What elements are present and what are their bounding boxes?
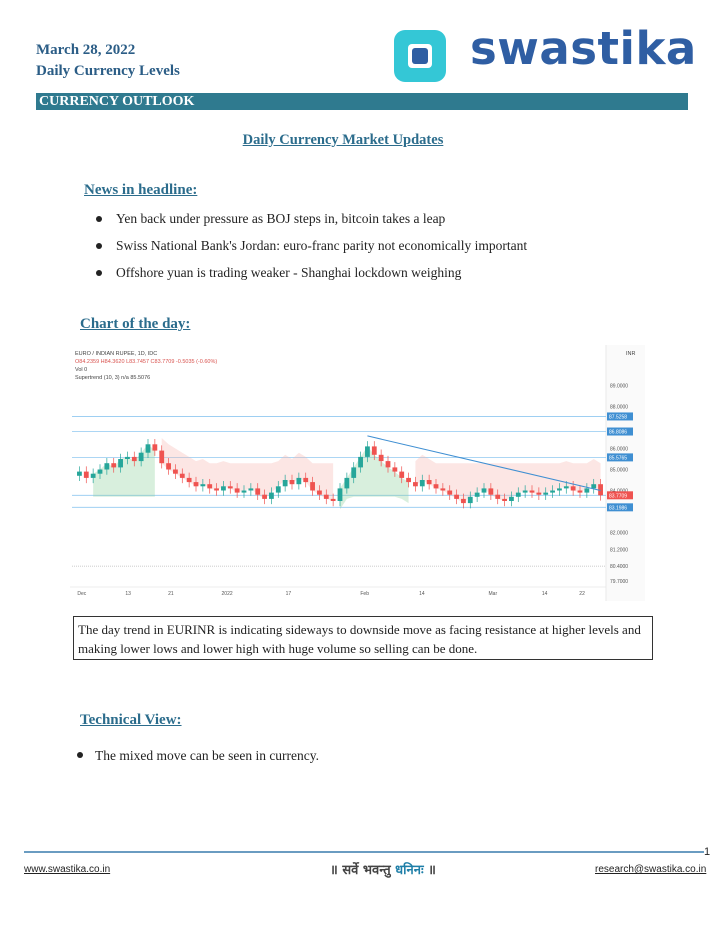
- footer-motto: [330, 860, 436, 878]
- candle-body: [427, 480, 432, 484]
- candle-body: [104, 463, 109, 469]
- candle-body: [365, 446, 370, 457]
- candle-body: [194, 482, 199, 486]
- news-heading: News in headline:: [84, 182, 198, 198]
- motto-part: ॥: [423, 863, 436, 878]
- candle-body: [139, 453, 144, 461]
- candle-body: [187, 478, 192, 482]
- x-tick-label: Mar: [488, 591, 498, 597]
- chart-currency: INR: [626, 351, 636, 357]
- candle-body: [84, 472, 89, 478]
- candle-body: [406, 478, 411, 482]
- y-tick-label: 79.7000: [610, 578, 629, 585]
- website-link[interactable]: www.swastika.co.in: [24, 864, 111, 875]
- candle-body: [132, 457, 137, 461]
- candle-body: [344, 478, 349, 489]
- candle-body: [118, 459, 123, 467]
- email-link[interactable]: research@swastika.co.in: [595, 864, 707, 875]
- candle-body: [77, 472, 82, 476]
- page-number: 1: [704, 846, 711, 858]
- candle-body: [125, 457, 130, 459]
- footer-divider: [24, 851, 704, 853]
- candle-body: [221, 486, 226, 490]
- section-bar: [36, 93, 688, 110]
- candle-body: [488, 488, 493, 494]
- x-tick-label: 13: [125, 591, 131, 597]
- price-chart: [70, 345, 645, 601]
- y-tick-label: 81.2000: [610, 547, 629, 554]
- candle-body: [338, 488, 343, 501]
- candle-body: [584, 488, 589, 492]
- candle-body: [543, 493, 548, 495]
- candle-body: [111, 463, 116, 467]
- candle-body: [331, 499, 336, 501]
- y-tick-label: 88.0000: [610, 404, 629, 411]
- candle-body: [290, 480, 295, 484]
- x-tick-label: 22: [579, 591, 585, 597]
- bullet-icon: [77, 752, 83, 758]
- candle-body: [420, 480, 425, 486]
- candle-body: [214, 488, 219, 490]
- y-tick-label: 82.0000: [610, 530, 629, 537]
- candle-body: [310, 482, 315, 490]
- candle-body: [159, 451, 164, 464]
- candle-body: [434, 484, 439, 488]
- candle-body: [502, 499, 507, 501]
- candle-body: [440, 488, 445, 490]
- candle-body: [399, 472, 404, 478]
- candle-body: [235, 488, 240, 492]
- candle-body: [461, 499, 466, 503]
- candle-body: [379, 455, 384, 461]
- candle-body: [200, 484, 205, 486]
- candle-body: [550, 491, 555, 493]
- candle-body: [482, 488, 487, 492]
- candle-body: [207, 484, 212, 488]
- list-item: [77, 748, 319, 764]
- candle-body: [351, 467, 356, 478]
- candle-body: [536, 493, 541, 495]
- price-tag-label: 85.5765: [609, 455, 628, 462]
- candle-body: [283, 480, 288, 486]
- candle-body: [262, 495, 267, 499]
- list-item: Offshore yuan is trading weaker - Shanghai lockdown weighing: [96, 259, 527, 286]
- candle-body: [276, 486, 281, 492]
- price-tag-label: 86.8086: [609, 429, 628, 436]
- supertrend-resistance-band: [162, 438, 333, 501]
- chart-commentary: The day trend in EURINR is indicating sideways to downside move as facing resistance at higher levels and making lower lows and lower high with huge volume so selling can be done.: [73, 616, 653, 660]
- candle-body: [372, 446, 377, 454]
- candle-body: [228, 486, 233, 488]
- chart-indicator: Supertrend (10, 3) n/a 85.5076: [75, 375, 151, 381]
- candle-body: [475, 493, 480, 497]
- chart-title: EURO / INDIAN RUPEE, 1D, IDC: [75, 351, 158, 357]
- candle-body: [530, 491, 535, 493]
- candle-body: [454, 495, 459, 499]
- candle-body: [269, 493, 274, 499]
- motto-part: ॥ सर्वे भवन्तु: [330, 863, 396, 878]
- candle-body: [516, 493, 521, 497]
- y-tick-label: 86.0000: [610, 446, 629, 453]
- candle-body: [413, 482, 418, 486]
- x-tick-label: 21: [168, 591, 174, 597]
- technical-item-text: The mixed move can be seen in currency.: [95, 748, 320, 763]
- candle-body: [146, 444, 151, 452]
- candle-body: [495, 495, 500, 499]
- candle-body: [317, 491, 322, 495]
- motto-accent: धनिनः: [395, 863, 424, 878]
- candle-body: [523, 491, 528, 493]
- candle-body: [509, 497, 514, 501]
- x-tick-label: Dec: [77, 591, 87, 597]
- supertrend-resistance-band: [415, 455, 600, 503]
- candle-body: [303, 478, 308, 482]
- report-subtitle: Daily Currency Levels: [36, 63, 180, 79]
- list-item: Yen back under pressure as BOJ steps in, bitcoin takes a leap: [96, 205, 527, 232]
- candle-body: [564, 486, 569, 488]
- candle-body: [571, 486, 576, 490]
- candle-body: [358, 457, 363, 468]
- candle-body: [98, 470, 103, 474]
- candle-body: [557, 488, 562, 490]
- candle-body: [166, 463, 171, 469]
- y-tick-label: 85.0000: [610, 467, 629, 474]
- x-tick-label: Feb: [360, 591, 369, 597]
- section-bar-label: CURRENCY OUTLOOK: [39, 94, 195, 109]
- price-tag-label: 83.1986: [609, 505, 628, 512]
- chart-heading: Chart of the day:: [80, 316, 191, 332]
- price-tag-label: 83.7709: [609, 493, 628, 500]
- page-title: Daily Currency Market Updates: [242, 132, 444, 148]
- candle-body: [591, 484, 596, 488]
- price-tag-label: 87.5258: [609, 414, 628, 421]
- candle-body: [447, 491, 452, 495]
- candle-body: [242, 491, 247, 493]
- candle-body: [255, 488, 260, 494]
- swastika-logo-icon: [394, 30, 446, 82]
- x-tick-label: 14: [419, 591, 425, 597]
- candle-body: [152, 444, 157, 450]
- candle-body: [386, 461, 391, 467]
- x-tick-label: 2022: [221, 591, 233, 597]
- chart-volume: Vol 0: [75, 367, 88, 373]
- candle-body: [180, 474, 185, 478]
- candle-body: [392, 467, 397, 471]
- candle-body: [173, 470, 178, 474]
- y-tick-label: 80.4000: [610, 564, 629, 571]
- candle-body: [296, 478, 301, 484]
- brand-name: swastika: [470, 22, 697, 75]
- report-date: March 28, 2022: [36, 42, 136, 58]
- technical-heading: Technical View:: [80, 712, 182, 728]
- candle-body: [468, 497, 473, 503]
- candle-body: [324, 495, 329, 499]
- chart-ohlc: O84.2359 H84.3620 L83.7457 C83.7709 -0.5035 (-0.60%): [75, 359, 218, 365]
- x-tick-label: 14: [541, 591, 548, 597]
- news-list: [96, 205, 527, 286]
- candle-body: [248, 488, 253, 490]
- chart-container: [70, 345, 645, 601]
- candle-body: [91, 474, 96, 478]
- y-tick-label: 89.0000: [610, 383, 629, 390]
- list-item: Swiss National Bank's Jordan: euro-franc parity not economically important: [96, 232, 527, 259]
- candle-body: [578, 491, 583, 493]
- x-tick-label: 17: [285, 591, 292, 597]
